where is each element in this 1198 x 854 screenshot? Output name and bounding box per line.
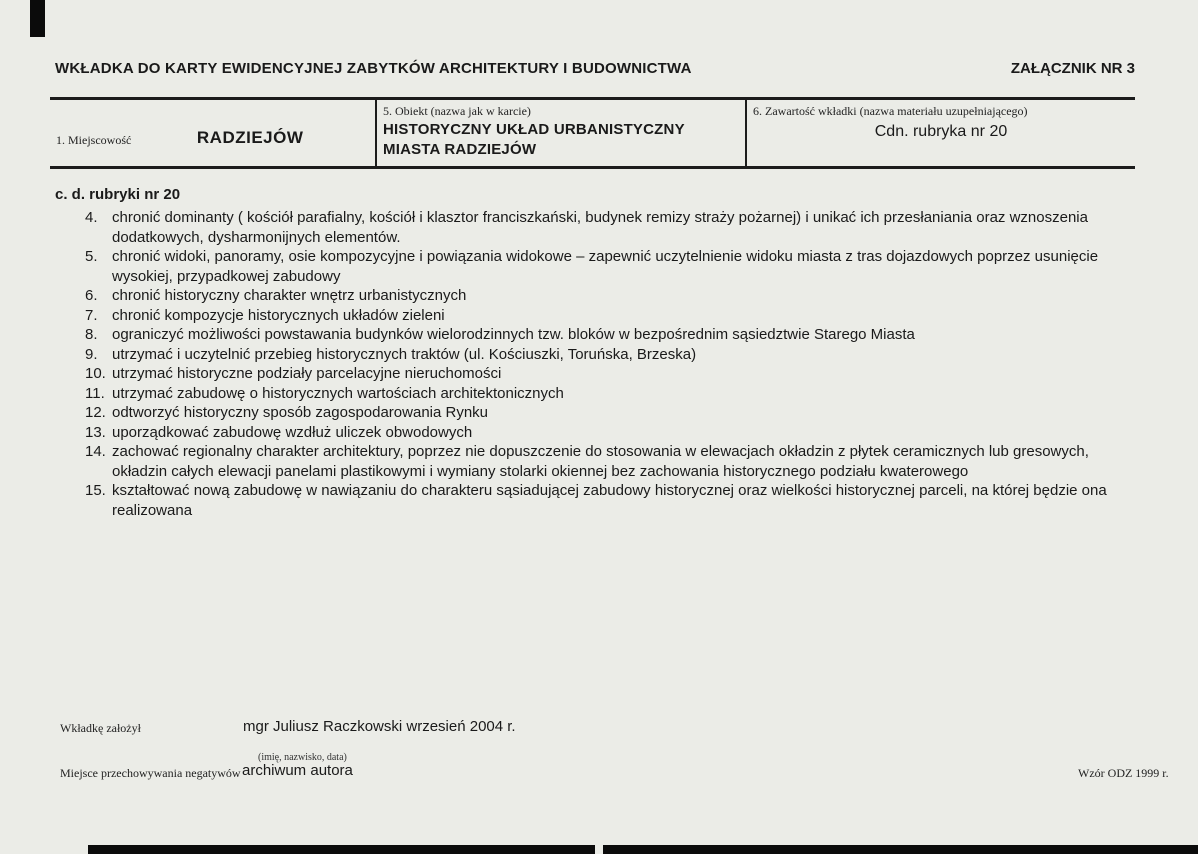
- list-item: [85, 481, 1145, 520]
- item-number: 7.: [85, 306, 98, 324]
- list-item: [85, 306, 1145, 326]
- list-item: [85, 208, 1145, 247]
- item-number: 11.: [85, 384, 105, 402]
- item-text: ograniczyć możliwości powstawania budynków wielorodzinnych tzw. bloków w bezpośrednim sąsiedztwie Starego Miasta: [112, 326, 915, 343]
- cell-object-label: 5. Obiekt (nazwa jak w karcie): [383, 104, 531, 118]
- item-text: chronić kompozycje historycznych układów zieleni: [112, 306, 445, 324]
- list-item: [85, 364, 1145, 384]
- scan-artifact-bottom-left: [88, 845, 595, 854]
- cell-contents: [745, 100, 1135, 166]
- list-item: [85, 325, 1145, 345]
- item-number: 12.: [85, 404, 106, 421]
- cell-object-value-line2: MIASTA RADZIEJÓW: [383, 141, 537, 158]
- item-number: 15.: [85, 482, 106, 499]
- header-row: [55, 60, 1135, 77]
- footer-negatives-value: archiwum autora: [242, 762, 353, 779]
- cell-locality: [50, 100, 375, 166]
- annex-number: ZAŁĄCZNIK NR 3: [1010, 60, 1135, 77]
- footer-negatives-label: Miejsce przechowywania negatywów: [60, 766, 241, 780]
- scan-artifact-bottom-right: [603, 845, 1198, 854]
- list-item: [85, 247, 1145, 286]
- list-item: [85, 286, 1145, 306]
- cell-object-value-line1: HISTORYCZNY UKŁAD URBANISTYCZNY: [383, 121, 685, 138]
- footer-founder-sublabel: (imię, nazwisko, data): [258, 752, 347, 763]
- form-table: [50, 97, 1135, 169]
- item-text: zachować regionalny charakter architektury, poprzez nie dopuszczenie do stosowania w elewacjach okładzin z płytek ceramicznych lub gresowych, okładzin całych elewacji panelami plastikowymi i wymiany stolarki okiennej bez zachowania historycznego podziału kwaterowego: [112, 443, 1089, 480]
- list-item: [85, 384, 1145, 404]
- list-item: [85, 442, 1145, 481]
- footer-founder-label: Wkładkę założył: [60, 721, 141, 735]
- list-item: [85, 423, 1145, 443]
- item-number: 10.: [85, 365, 106, 382]
- item-number: 13.: [85, 423, 106, 441]
- item-number: 4.: [85, 209, 98, 226]
- item-text: utrzymać historyczne podziały parcelacyjne nieruchomości: [112, 365, 502, 382]
- document-title: WKŁADKA DO KARTY EWIDENCYJNEJ ZABYTKÓW ARCHITEKTURY I BUDOWNICTWA: [55, 60, 692, 77]
- item-text: chronić historyczny charakter wnętrz urbanistycznych: [112, 287, 467, 304]
- footer-form-model: Wzór ODZ 1999 r.: [1078, 766, 1169, 780]
- list-item: [85, 403, 1145, 423]
- item-text: chronić widoki, panoramy, osie kompozycyjne i powiązania widokowe – zapewnić uczytelnienie widoku miasta z tras dojazdowych poprzez usunięcie wysokiej, przypadkowej zabudowy: [112, 248, 1099, 285]
- item-number: 14.: [85, 443, 106, 460]
- section-heading: c. d. rubryki nr 20: [55, 186, 181, 203]
- footer-founder-value: mgr Juliusz Raczkowski wrzesień 2004 r.: [243, 718, 516, 735]
- item-number: 6.: [85, 287, 98, 304]
- body-block: [55, 186, 1145, 520]
- item-text: kształtować nową zabudowę w nawiązaniu do charakteru sąsiadującej zabudowy historycznej oraz wielkości historycznej parceli, na której będzie ona realizowana: [112, 482, 1107, 519]
- item-text: odtworzyć historyczny sposób zagospodarowania Rynku: [112, 404, 489, 421]
- cell-object: [375, 100, 745, 166]
- scan-artifact-top-left: [30, 0, 45, 37]
- item-number: 8.: [85, 326, 98, 343]
- item-number: 5.: [85, 248, 98, 265]
- cell-contents-label: 6. Zawartość wkładki (nazwa materiału uzupełniającego): [753, 104, 1028, 118]
- list-item: [85, 345, 1145, 365]
- cell-contents-value: Cdn. rubryka nr 20: [874, 123, 1008, 140]
- item-text: utrzymać zabudowę o historycznych wartościach architektonicznych: [112, 384, 564, 402]
- item-number: 9.: [85, 345, 98, 363]
- rules-list: [55, 208, 1145, 520]
- item-text: uporządkować zabudowę wzdłuż uliczek obwodowych: [112, 423, 473, 441]
- item-text: utrzymać i uczytelnić przebieg historycznych traktów (ul. Kościuszki, Toruńska, Brzeska): [112, 345, 697, 363]
- cell-locality-value: RADZIEJÓW: [196, 128, 304, 147]
- cell-locality-label: 1. Miejscowość: [56, 132, 132, 147]
- item-text: chronić dominanty ( kościół parafialny, kościół i klasztor franciszkański, budynek remizy straży pożarnej) i unikać ich przesłaniania oraz wznoszenia dodatkowych, dysharmonijnych elementów.: [112, 209, 1088, 246]
